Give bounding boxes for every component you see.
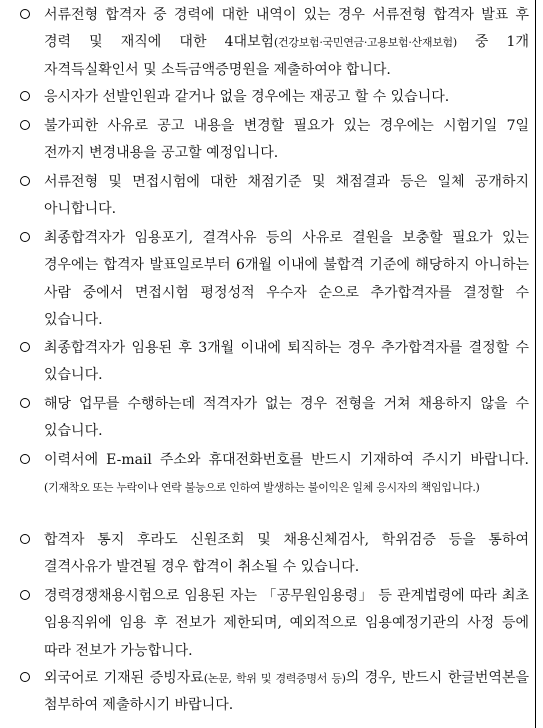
circle-bullet-icon [20, 590, 30, 600]
item-text: 불가피한 사유로 공고 내용을 변경할 필요가 있는 경우에는 시험기일 7일 전까지 변경내용을 공고할 예정입니다. [44, 118, 529, 162]
circle-bullet-icon [20, 176, 30, 186]
item-note: (기재착오 또는 누락이나 연락 불능으로 인하여 발생하는 불이익은 일체 응시자의 책임입니다.) [44, 481, 480, 495]
list-item [0, 391, 543, 447]
list-item [0, 665, 543, 721]
list-item [0, 113, 543, 169]
list-item [0, 225, 543, 335]
circle-bullet-icon [20, 398, 30, 408]
item-text: 합격자 통지 후라도 신원조회 및 채용신체검사, 학위검증 등을 통하여 결격사유가 발견될 경우 합격이 취소될 수 있습니다. [44, 532, 529, 576]
circle-bullet-icon [20, 9, 30, 19]
item-text: 최종합격자가 임용된 후 3개월 이내에 퇴직하는 경우 추가합격자를 결정할 수 있습니다. [44, 340, 529, 384]
item-text: 응시자가 선발인원과 같거나 없을 경우에는 재공고 할 수 있습니다. [44, 89, 450, 105]
circle-bullet-icon [20, 342, 30, 352]
item-text: 서류전형 및 면접시험에 대한 채점기준 및 채점결과 등은 일체 공개하지 아니합니다. [44, 174, 529, 218]
item-text: 외국어로 기재된 증빙자료 [44, 670, 204, 686]
list-item [0, 335, 543, 391]
circle-bullet-icon [20, 534, 30, 544]
list-item [0, 84, 543, 113]
item-text-continued: 의 경우, 반드시 한글번역본을 첨부하여 제출하시기 바랍니다. [44, 670, 529, 714]
item-text: 이력서에 E-mail 주소와 휴대전화번호를 반드시 기재하여 주시기 바랍니다. [44, 452, 529, 468]
item-text-continued: 중 1개 자격득실확인서 및 소득금액증명원을 제출하여야 합니다. [44, 34, 529, 78]
item-text: 경력경쟁채용시험으로 임용된 자는 「공무원임용령」 등 관계법령에 따라 최초 임용직위에 임용 후 전보가 제한되며, 예외적으로 임용예정기관의 사정 등에 따라 전보가 가능합니다. [44, 588, 529, 659]
list-item [0, 447, 543, 527]
circle-bullet-icon [20, 232, 30, 242]
item-text: 해당 업무를 수행하는데 적격자가 없는 경우 전형을 거쳐 채용하지 않을 수 있습니다. [44, 396, 529, 440]
circle-bullet-icon [20, 91, 30, 101]
item-note: (건강보험·국민연금·고용보험·산재보험) [274, 36, 457, 50]
circle-bullet-icon [20, 454, 30, 464]
item-text: 서류전형 합격자 중 경력에 대한 내역이 있는 경우 서류전형 합격자 발표 후 경력 및 재직에 대한 4대보험 [44, 7, 529, 51]
list-item [0, 527, 543, 583]
list-item [0, 583, 543, 665]
list-item [0, 169, 543, 225]
item-text: 최종합격자가 임용포기, 결격사유 등의 사유로 결원을 보충할 필요가 있는 경우에는 합격자 발표일로부터 6개월 이내에 불합격 기준에 해당하지 아니하는 사람 중에서 면접시험 평정성적 우수자 순으로 추가합격자를 결정할 수 있습니다. [44, 230, 529, 329]
notice-list [0, 2, 543, 721]
item-note: (논문, 학위 및 경력증명서 등) [203, 672, 346, 685]
circle-bullet-icon [20, 672, 30, 682]
circle-bullet-icon [20, 120, 30, 130]
list-item [0, 2, 543, 84]
